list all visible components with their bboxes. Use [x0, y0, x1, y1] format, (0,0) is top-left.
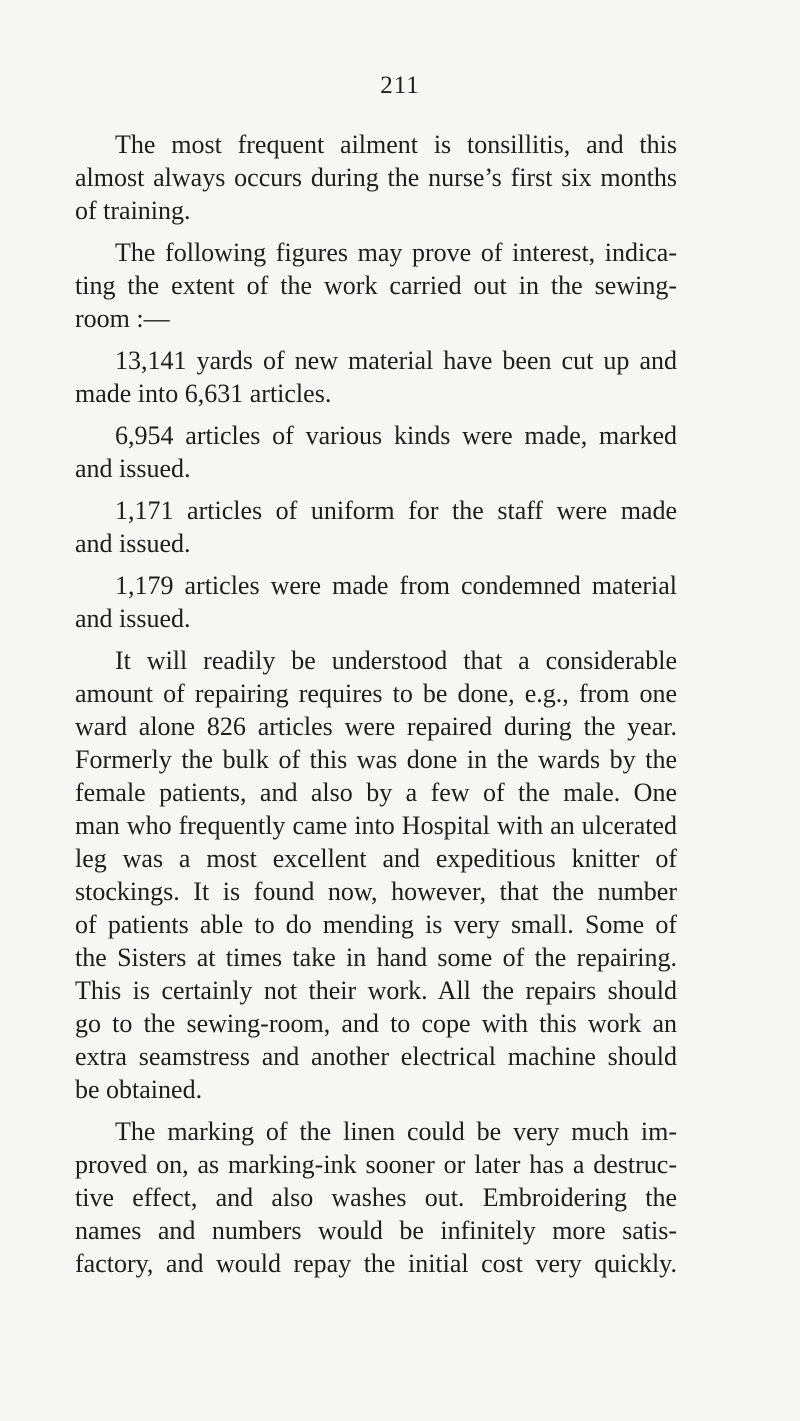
text-line: The following figures may prove of interest, indica- [115, 238, 677, 267]
text-line: the Sisters at times take in hand some of the repairing. [75, 943, 677, 972]
body-text [75, 128, 677, 1289]
text-line: 1,179 articles were made from condemned material [115, 571, 677, 600]
text-line: ward alone 826 articles were repaired during the year. [75, 712, 677, 741]
text-line: The marking of the linen could be very much im- [115, 1117, 677, 1146]
text-line: extra seamstress and another electrical machine should [75, 1042, 677, 1071]
text-line: almost always occurs during the nurse’s first six months [75, 163, 677, 192]
text-line: factory, and would repay the initial cost very quickly. [75, 1249, 677, 1278]
paragraph [75, 236, 677, 335]
text-line: leg was a most excellent and expeditious knitter of [75, 844, 677, 873]
paragraph [75, 128, 677, 227]
text-line: room :— [75, 304, 170, 333]
text-line: It will readily be understood that a considerable [115, 646, 677, 675]
text-line: made into 6,631 articles. [75, 379, 332, 408]
text-line: and issued. [75, 529, 191, 558]
text-line: ting the extent of the work carried out in the sewing- [75, 271, 677, 300]
text-line: female patients, and also by a few of the male. One [75, 778, 677, 807]
text-line: 13,141 yards of new material have been cut up and [115, 346, 677, 375]
text-line: and issued. [75, 604, 191, 633]
text-line: and issued. [75, 454, 191, 483]
text-line: The most frequent ailment is tonsillitis, and this [115, 130, 677, 159]
text-line: of training. [75, 196, 191, 225]
paragraph [75, 494, 677, 560]
paragraph [75, 569, 677, 635]
text-line: go to the sewing-room, and to cope with this work an [75, 1009, 677, 1038]
text-line: names and numbers would be infinitely more satis- [75, 1216, 677, 1245]
page-number: 211 [380, 72, 420, 99]
text-line: 1,171 articles of uniform for the staff were made [115, 496, 677, 525]
text-line: tive effect, and also washes out. Embroidering the [75, 1183, 677, 1212]
paragraph [75, 344, 677, 410]
text-line: of patients able to do mending is very small. Some of [75, 910, 677, 939]
paragraph [75, 1115, 677, 1280]
paragraph [75, 419, 677, 485]
text-line: proved on, as marking-ink sooner or later has a destruc- [75, 1150, 677, 1179]
text-line: Formerly the bulk of this was done in the wards by the [75, 745, 677, 774]
text-line: man who frequently came into Hospital with an ulcerated [75, 811, 677, 840]
text-line: stockings. It is found now, however, that the number [75, 877, 677, 906]
text-line: 6,954 articles of various kinds were made, marked [115, 421, 677, 450]
paragraph [75, 644, 677, 1106]
text-line: be obtained. [75, 1075, 203, 1104]
text-line: amount of repairing requires to be done, e.g., from one [75, 679, 677, 708]
text-line: This is certainly not their work. All the repairs should [75, 976, 677, 1005]
